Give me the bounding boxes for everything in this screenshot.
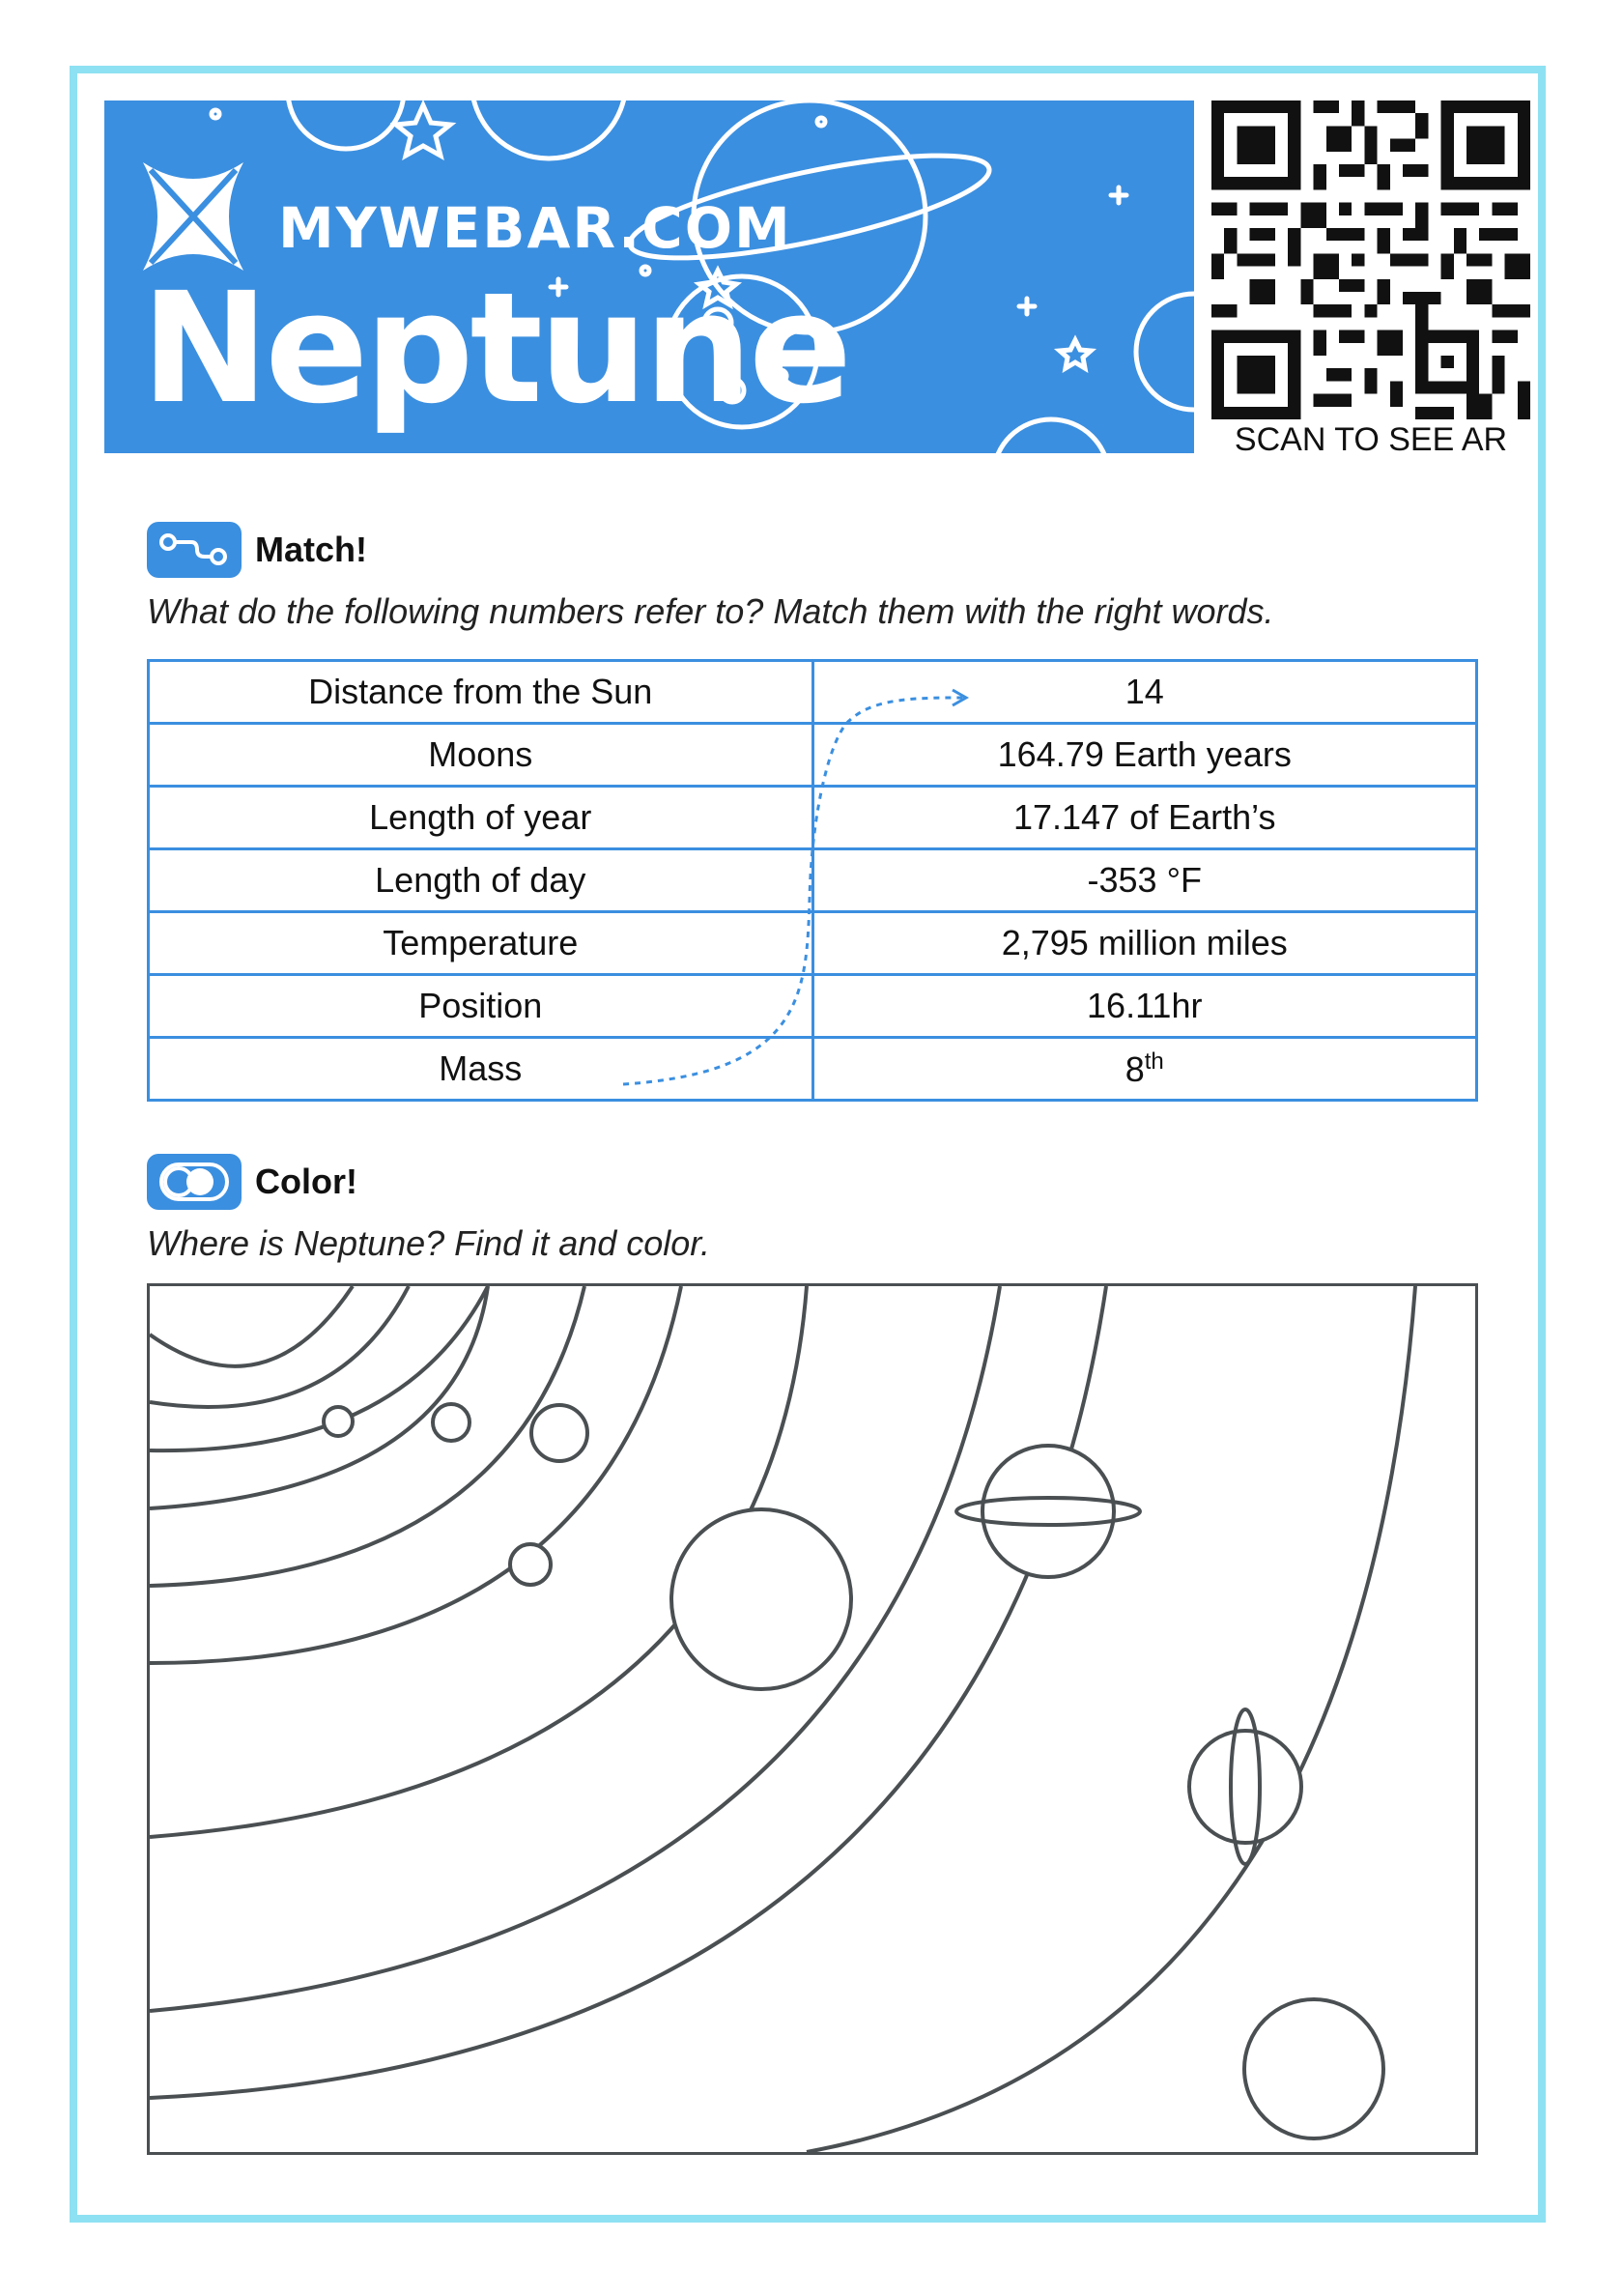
match-section-header [147,522,367,578]
match-section-title: Match! [255,530,367,569]
qr-caption: SCAN TO SEE AR [1234,421,1508,458]
planet-uranus [1189,1709,1301,1864]
orbit-2 [150,1286,409,1407]
planet-venus [433,1404,470,1441]
page-title: Neptune [141,260,849,438]
orbit-6 [150,1286,681,1663]
value-text: 8 [1125,1048,1145,1089]
match-table [147,659,1478,1102]
planet-saturn [956,1446,1140,1577]
value-cell: 17.147 of Earth’s [812,787,1477,849]
orbit-4 [150,1286,488,1508]
brand-name: MYWEBAR.COM [278,195,792,261]
orbit-8 [150,1286,1000,2011]
table-row [149,787,1477,849]
color-section-header [147,1154,357,1210]
color-instruction: Where is Neptune? Find it and color. [147,1223,710,1263]
term-cell: Moons [149,724,813,787]
toggle-circles-icon [147,1154,242,1210]
table-row [149,724,1477,787]
mywebar-logo-icon [133,157,253,276]
qr-code[interactable] [1211,100,1530,419]
planet-earth [531,1405,587,1461]
term-cell: Temperature [149,912,813,975]
table-row [149,849,1477,912]
term-cell: Position [149,975,813,1038]
table-row [149,975,1477,1038]
term-cell: Length of day [149,849,813,912]
planet-mercury [324,1407,353,1436]
match-instruction: What do the following numbers refer to? Match them with the right words. [147,591,1274,631]
color-section-title: Color! [255,1162,357,1201]
ordinal-suffix: th [1144,1048,1164,1075]
orbit-5 [150,1286,584,1586]
table-row [149,661,1477,724]
planet-neptune [1244,1999,1383,2138]
orbit-9 [150,1286,1106,2098]
planet-jupiter [671,1509,851,1689]
planet-mars [510,1544,551,1585]
term-cell: Mass [149,1038,813,1101]
value-cell: 164.79 Earth years [812,724,1477,787]
solar-system-drawing[interactable] [147,1283,1478,2155]
value-cell: 16.11hr [812,975,1477,1038]
orbit-1 [150,1286,353,1366]
value-cell: 14 [812,661,1477,724]
table-row [149,912,1477,975]
header-banner [104,100,1194,453]
table-row [149,1038,1477,1101]
connect-nodes-icon [147,522,242,578]
value-cell: -353 °F [812,849,1477,912]
value-cell [812,1038,1477,1101]
term-cell: Distance from the Sun [149,661,813,724]
value-cell: 2,795 million miles [812,912,1477,975]
term-cell: Length of year [149,787,813,849]
